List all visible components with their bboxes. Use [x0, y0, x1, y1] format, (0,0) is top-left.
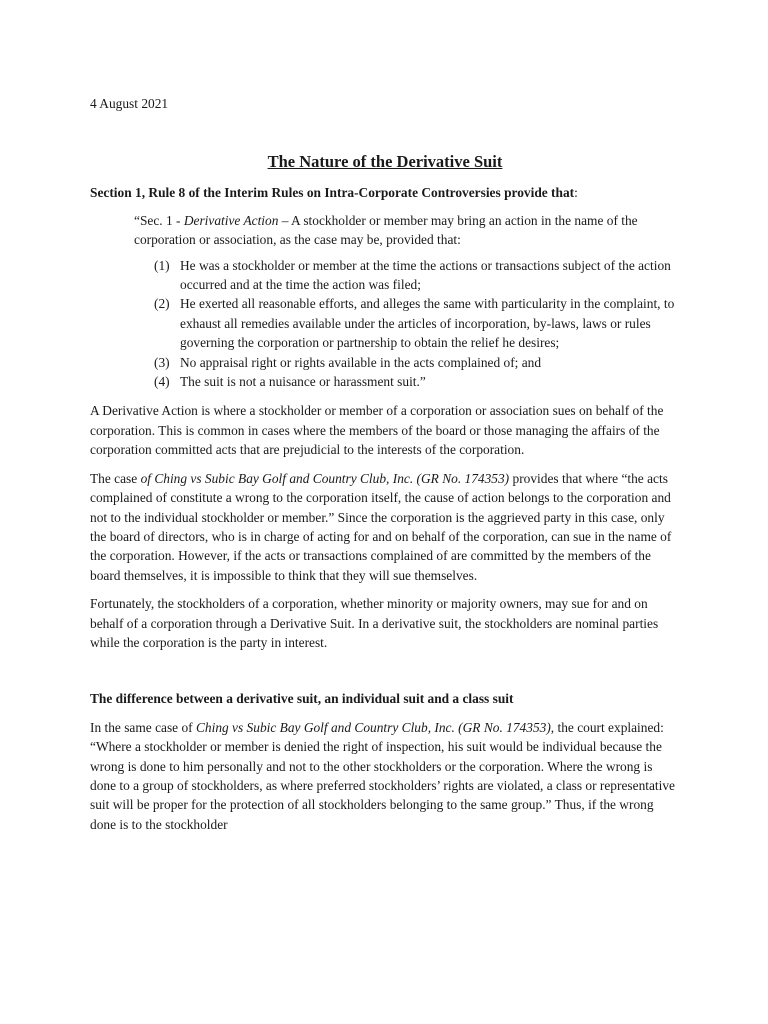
list-item-text: He was a stockholder or member at the time the actions or transactions subject of the action occurred and at the time the action was filed; [180, 257, 671, 293]
document-page [90, 94, 680, 843]
list-item-number: (3) [154, 354, 170, 370]
section-spacer [90, 661, 680, 689]
lead-paragraph [90, 183, 680, 202]
list-item-text: He exerted all reasonable efforts, and alleges the same with particularity in the complaint, to exhaust all remedies available under the articles of incorporation, by-laws, laws or rules governing the corporation or partnership to obtain the relief he desires; [180, 296, 675, 351]
list-item-number: (1) [154, 257, 170, 273]
quote-open: “Sec. 1 - [134, 212, 184, 228]
document-title: The Nature of the Derivative Suit [267, 152, 503, 172]
list-item-number: (4) [154, 374, 170, 390]
para4-pre: In the same case of [90, 719, 196, 735]
case-citation: of Ching vs Subic Bay Golf and Country Club, Inc. (GR No. 174353) [140, 470, 510, 486]
para2-post: provides that where “the acts complained of constitute a wrong to the corporation itself, the cause of action belongs to the corporation and not to the individual stockholder or member.” Since the corporation is the aggrieved party in this case, only the board of directors, who is in charge of acting for and on behalf of the corporation, can sue in the name of the corporation. However, if the acts or transactions complained of are committed by the members of the board themselves, it is impossible to think that they will sue themselves. [90, 470, 672, 583]
quoted-rule [134, 211, 680, 250]
paragraph-stockholders: Fortunately, the stockholders of a corporation, whether minority or majority owners, may sue for and on behalf of a corporation through a Derivative Suit. In a derivative suit, the stockholders are nominal parties while the corporation is the party in interest. [90, 596, 659, 650]
list-item-text: No appraisal right or rights available in the acts complained of; and [180, 354, 542, 370]
section-heading: The difference between a derivative suit, an individual suit and a class suit [90, 691, 514, 707]
list-item [154, 256, 680, 295]
list-item-number: (2) [154, 296, 170, 312]
paragraph-difference [90, 718, 680, 834]
document-date: 4 August 2021 [90, 96, 169, 111]
lead-text: Section 1, Rule 8 of the Interim Rules on Intra-Corporate Controversies provide that [90, 185, 575, 201]
para4-post: , the court explained: “Where a stockholder or member is denied the right of inspection, his suit would be individual because the wrong is done to him personally and not to the other stockholders or the corporation. Where the wrong is done to a group of stockholders, as where preferred stockholders’ rights are violated, a class or representative suit will be proper for the protection of all stockholders belonging to the same group.” Thus, if the wrong done is to the stockholder [90, 719, 676, 832]
list-item [154, 372, 680, 391]
lead-colon: : [574, 185, 578, 201]
list-item [154, 294, 680, 352]
quote-italic: Derivative Action [183, 212, 279, 228]
quote-rest: – A stockholder or member may bring an action in the name of the corporation or association, as the case may be, provided that: [134, 212, 638, 248]
conditions-list [154, 256, 680, 392]
para2-pre: The case [90, 470, 141, 486]
paragraph-ching-case [90, 469, 680, 585]
list-item [154, 353, 680, 372]
list-item-text: The suit is not a nuisance or harassment suit.” [180, 374, 426, 390]
paragraph-definition: A Derivative Action is where a stockholder or member of a corporation or association sues on behalf of the corporation. This is common in cases where the members of the board or those managing the affairs of the corporation committed acts that are prejudicial to the interests of the corporation. [90, 403, 664, 458]
case-citation: Ching vs Subic Bay Golf and Country Club, Inc. (GR No. 174353) [195, 719, 551, 735]
